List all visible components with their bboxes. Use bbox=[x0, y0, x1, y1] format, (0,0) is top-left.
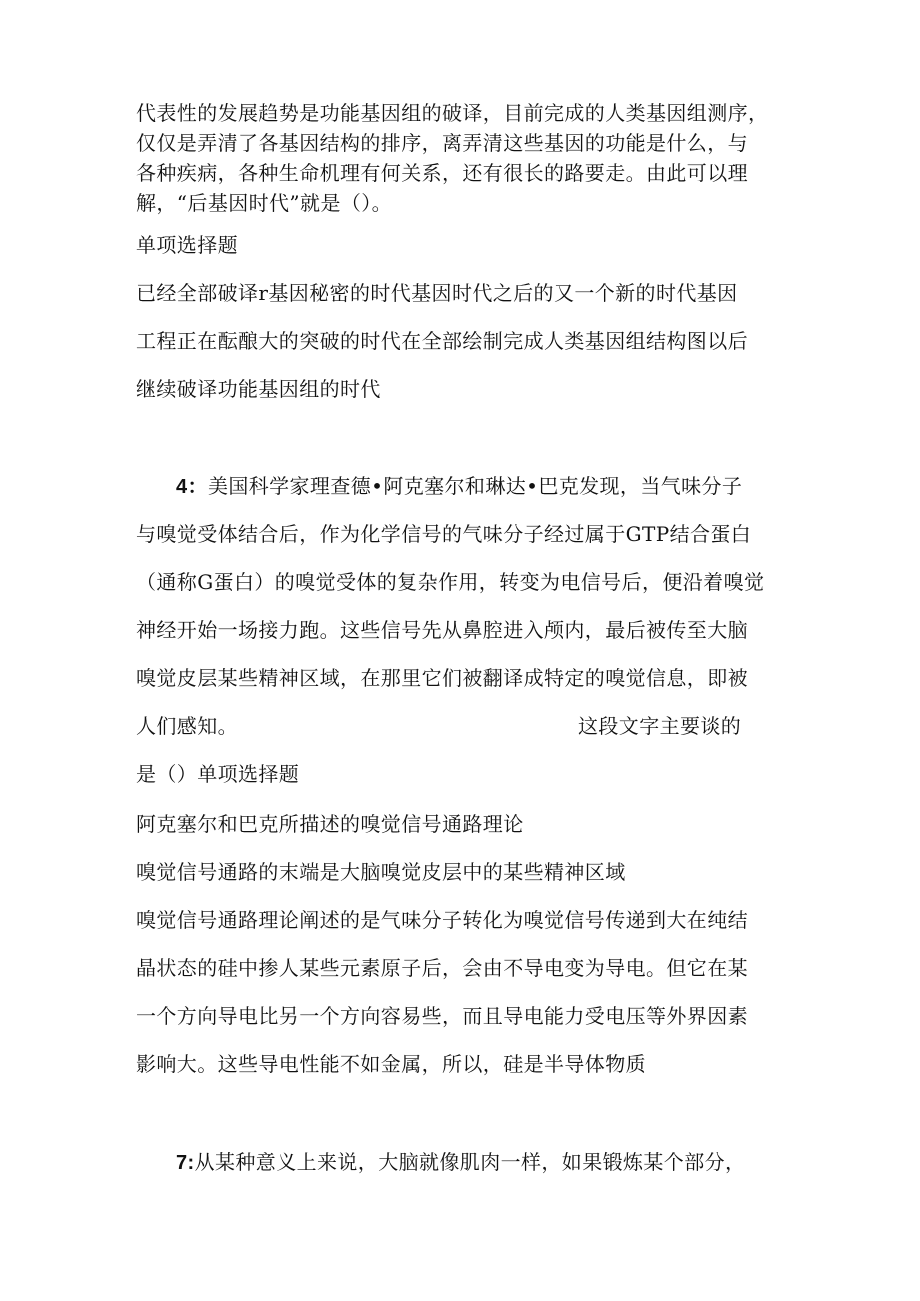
prev-stem-line-3: 各种疾病，各种生命机理有何关系，还有很长的路要走。由此可以理 bbox=[136, 161, 748, 185]
q4-prompt-line: 是（）单项选择题 bbox=[136, 762, 300, 786]
prev-stem-line-4: 解，“后基因时代”就是（）。 bbox=[136, 191, 393, 215]
q4-stem-line-4: 神经开始一场接力跑。这些信号先从鼻腔进入颅内，最后被传至大脑 bbox=[136, 618, 748, 642]
q4-stem-line-2: 与嗅觉受体结合后，作为化学信号的气味分子经过属于GTP结合蛋白 bbox=[136, 522, 752, 546]
prev-option-line-3: 继续破译功能基因组的时代 bbox=[136, 377, 381, 401]
q4-option-line-5: 一个方向导电比另一个方向容易些，而且导电能力受电压等外界因素 bbox=[136, 1004, 748, 1028]
q4-stem-line-1 bbox=[176, 474, 742, 499]
prev-stem-line-1: 代表性的发展趋势是功能基因组的破译，目前完成的人类基因组测序， bbox=[136, 101, 769, 125]
q4-stem-first: 美国科学家理查德•阿克塞尔和琳达•巴克发现，当气味分子 bbox=[207, 474, 743, 498]
prev-option-line-1: 已经全部破译r基因秘密的时代基因时代之后的又一个新的时代基因 bbox=[136, 281, 738, 305]
q4-option-line-6: 影响大。这些导电性能不如金属，所以，硅是半导体物质 bbox=[136, 1052, 646, 1076]
q4-option-line-3: 嗅觉信号通路理论阐述的是气味分子转化为嗅觉信号传递到大在纯结 bbox=[136, 908, 748, 932]
q4-stem-tail-left: 人们感知。 bbox=[136, 714, 238, 738]
prev-type-label: 单项选择题 bbox=[136, 233, 238, 257]
prev-stem-line-2: 仅仅是弄清了各基因结构的排序，离弄清这些基因的功能是什么，与 bbox=[136, 131, 748, 155]
q4-stem-line-5: 嗅觉皮层某些精神区域，在那里它们被翻译成特定的嗅觉信息，即被 bbox=[136, 666, 748, 690]
q4-stem-tail-right: 这段文字主要谈的 bbox=[578, 714, 742, 738]
q4-stem-line-3: （通称G蛋白）的嗅觉受体的复杂作用，转变为电信号后，便沿着嗅觉 bbox=[136, 570, 765, 594]
q4-number: 4： bbox=[176, 476, 208, 498]
q7-stem-line-1 bbox=[176, 1150, 745, 1175]
q7-number: 7: bbox=[176, 1152, 195, 1174]
q4-option-line-2: 嗅觉信号通路的末端是大脑嗅觉皮层中的某些精神区域 bbox=[136, 860, 626, 884]
q4-option-line-1: 阿克塞尔和巴克所描述的嗅觉信号通路理论 bbox=[136, 812, 524, 836]
q7-stem-first: 从某种意义上来说，大脑就像肌肉一样，如果锻炼某个部分， bbox=[194, 1150, 746, 1174]
prev-option-line-2: 工程正在酝酿大的突破的时代在全部绘制完成人类基因组结构图以后 bbox=[136, 329, 748, 353]
q4-option-line-4: 晶状态的硅中掺人某些元素原子后，会由不导电变为导电。但它在某 bbox=[136, 956, 748, 980]
